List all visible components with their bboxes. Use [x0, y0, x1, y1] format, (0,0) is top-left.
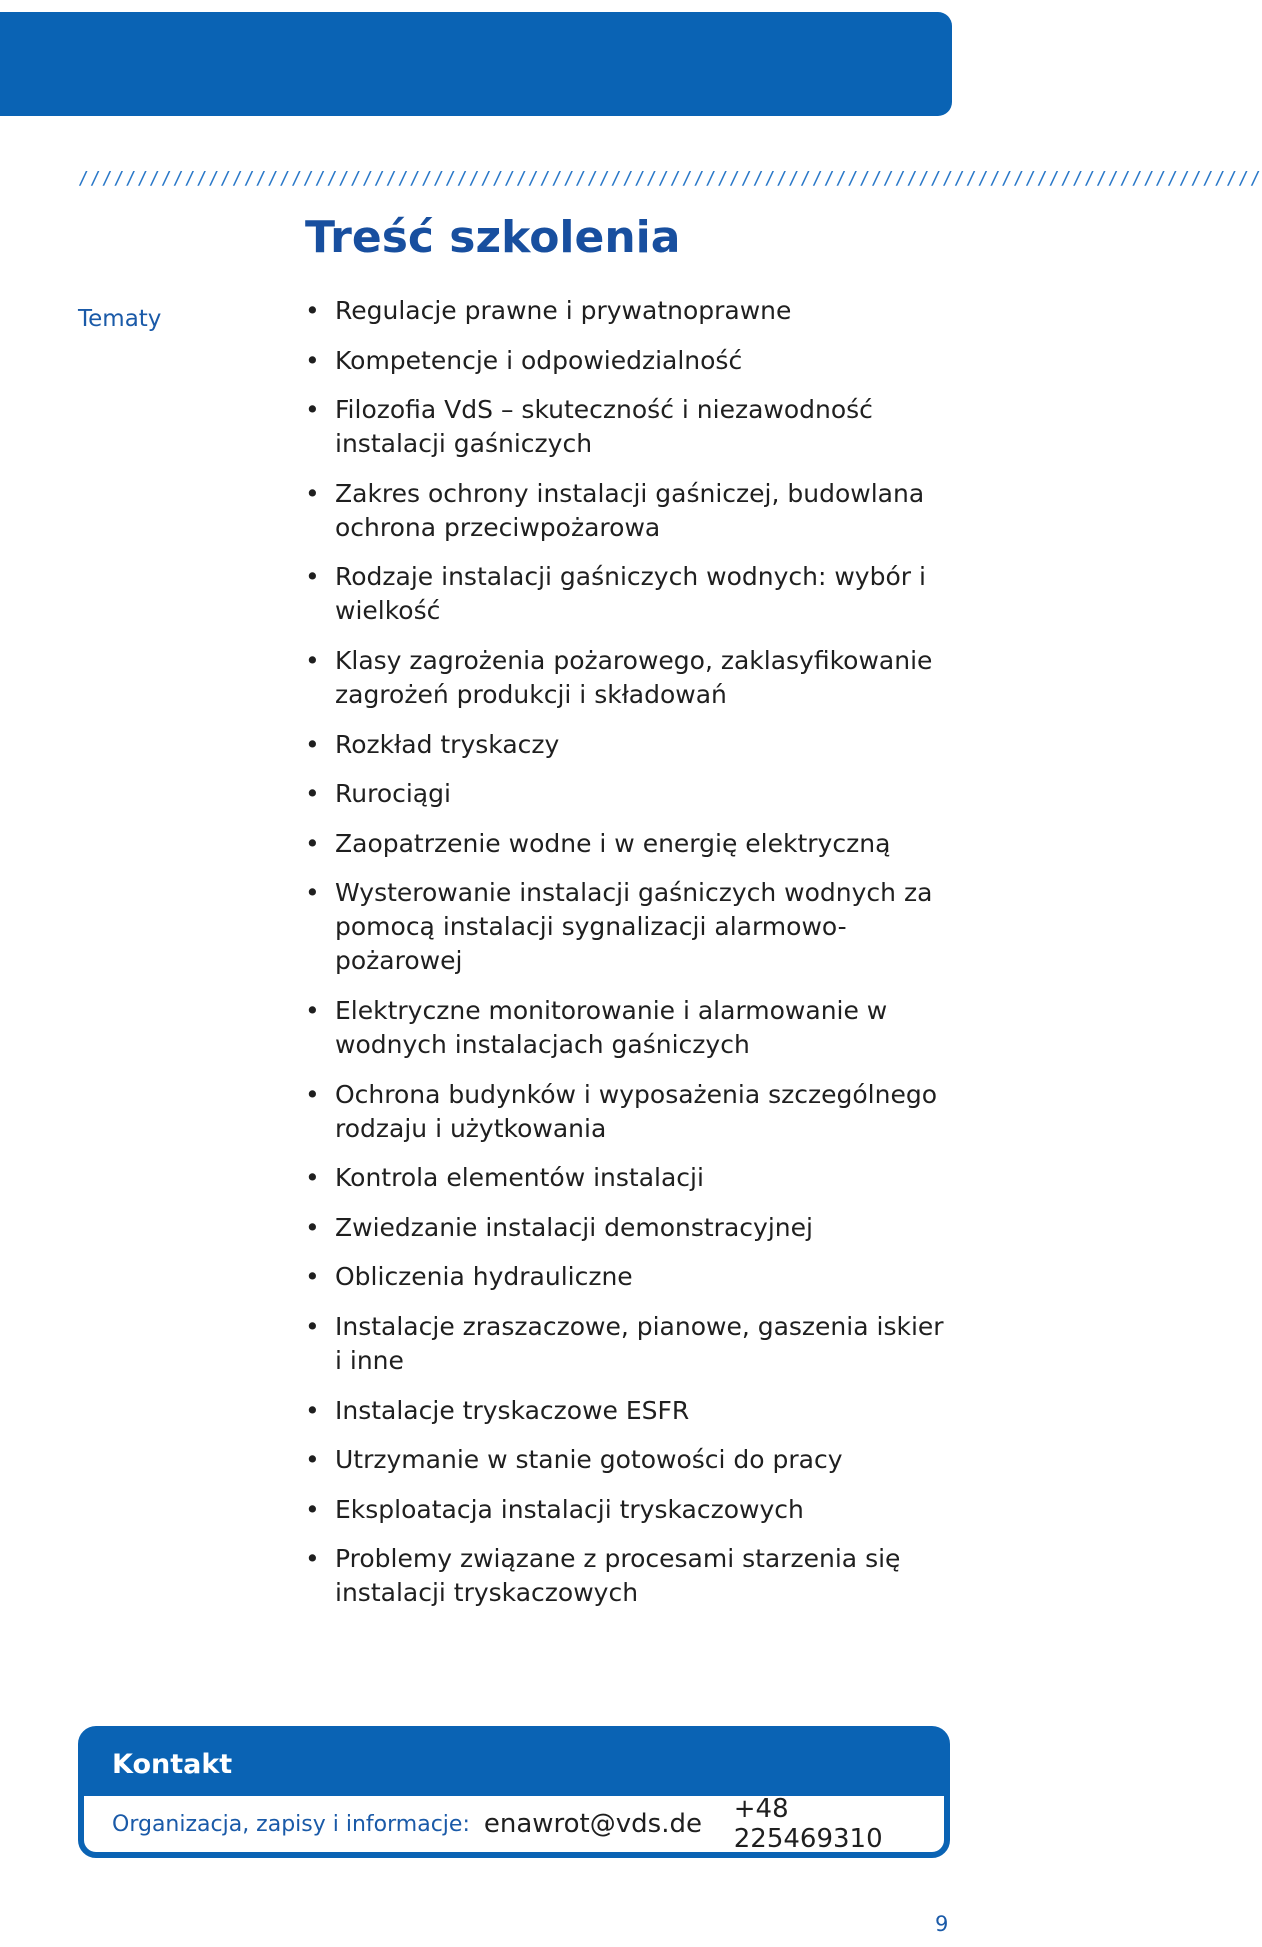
topic-item: [305, 827, 950, 861]
topic-item: [305, 1161, 950, 1195]
bullet-icon: •: [305, 478, 320, 508]
topic-text: Regulacje prawne i prywatnoprawne: [335, 296, 792, 325]
topic-text: Kompetencje i odpowiedzialność: [335, 345, 743, 375]
bullet-icon: •: [305, 995, 320, 1025]
topic-text: Eksploatacja instalacji tryskaczowych: [335, 1494, 804, 1524]
topic-text: Utrzymanie w stanie gotowości do pracy: [335, 1445, 843, 1475]
topic-text: Rozkład tryskaczy: [335, 729, 560, 759]
bullet-icon: •: [305, 395, 320, 425]
topic-item: [305, 1394, 950, 1428]
topic-item: [305, 876, 950, 978]
topic-item: [305, 1493, 950, 1527]
topic-item: [305, 994, 950, 1062]
contact-header: [84, 1732, 944, 1796]
topic-text: Zwiedzanie instalacji demonstracyjnej: [335, 1212, 813, 1242]
contact-email-link[interactable]: enawrot@vds.de: [483, 1809, 702, 1839]
topic-text: Filozofia VdS – skuteczność i niezawodność instalacji gaśniczych: [335, 395, 873, 459]
bullet-icon: •: [305, 645, 320, 675]
bullet-icon: •: [305, 1262, 320, 1292]
topic-item: [305, 294, 950, 328]
topic-text: Elektryczne monitorowanie i alarmowanie w wodnych instalacjach gaśniczych: [335, 995, 888, 1059]
contact-title: Kontakt: [112, 1748, 233, 1780]
topic-text: Problemy związane z procesami starzenia się instalacji tryskaczowych: [335, 1544, 901, 1608]
topic-text: Ochrona budynków i wyposażenia szczególnego rodzaju i użytkowania: [335, 1079, 938, 1143]
topic-item: [305, 1260, 950, 1294]
topic-text: Rurociągi: [335, 779, 451, 809]
topic-item: [305, 644, 950, 712]
topic-text: Klasy zagrożenia pożarowego, zaklasyfikowanie zagrożeń produkcji i składowań: [335, 645, 933, 709]
contact-box: [78, 1726, 950, 1858]
topic-item: [305, 1211, 950, 1245]
topic-item: [305, 728, 950, 762]
topic-item: [305, 393, 950, 461]
topic-text: Obliczenia hydrauliczne: [335, 1262, 633, 1292]
bullet-icon: •: [305, 1494, 320, 1524]
contact-phone[interactable]: +48 225469310: [733, 1794, 883, 1854]
topic-text: Instalacje zraszaczowe, pianowe, gaszenia iskier i inne: [335, 1311, 944, 1375]
bullet-icon: •: [305, 1544, 320, 1574]
contact-org-label: Organizacja, zapisy i informacje:: [112, 1811, 470, 1837]
bullet-icon: •: [305, 1445, 320, 1475]
bullet-icon: •: [305, 296, 320, 325]
bullet-icon: •: [305, 1163, 320, 1193]
bullet-icon: •: [305, 345, 320, 375]
topic-item: [305, 477, 950, 545]
topic-item: [305, 1443, 950, 1477]
bullet-icon: •: [305, 878, 320, 908]
bullet-icon: •: [305, 1311, 320, 1341]
topic-item: [305, 777, 950, 811]
topic-text: Rodzaje instalacji gaśniczych wodnych: wybór i wielkość: [335, 562, 926, 626]
contact-row: [84, 1796, 944, 1852]
topics-label: Tematy: [78, 306, 162, 332]
bullet-icon: •: [305, 828, 320, 858]
section-title: Treść szkolenia: [305, 212, 681, 263]
top-banner: [0, 12, 952, 116]
bullet-icon: •: [305, 1212, 320, 1242]
topic-text: Kontrola elementów instalacji: [335, 1163, 704, 1193]
bullet-icon: •: [305, 729, 320, 759]
bullet-icon: •: [305, 779, 320, 809]
topic-item: [305, 560, 950, 628]
bullet-icon: •: [305, 1395, 320, 1425]
topic-list: [305, 294, 950, 1626]
bullet-icon: •: [305, 1079, 320, 1109]
topic-item: [305, 344, 950, 378]
topic-item: [305, 1310, 950, 1378]
topic-text: Wysterowanie instalacji gaśniczych wodnych za pomocą instalacji sygnalizacji alarmowo-pożarowej: [335, 878, 933, 976]
page-number: 9: [935, 1912, 949, 1936]
topic-text: Zakres ochrony instalacji gaśniczej, budowlana ochrona przeciwpożarowa: [335, 478, 925, 542]
topic-text: Zaopatrzenie wodne i w energię elektryczną: [335, 828, 891, 858]
decorative-stripe: ////////////////////////////////////////////////////////////////////////////////////////////////////: [78, 168, 1262, 189]
topic-item: [305, 1078, 950, 1146]
topic-text: Instalacje tryskaczowe ESFR: [335, 1395, 690, 1425]
topic-item: [305, 1542, 950, 1610]
bullet-icon: •: [305, 562, 320, 592]
